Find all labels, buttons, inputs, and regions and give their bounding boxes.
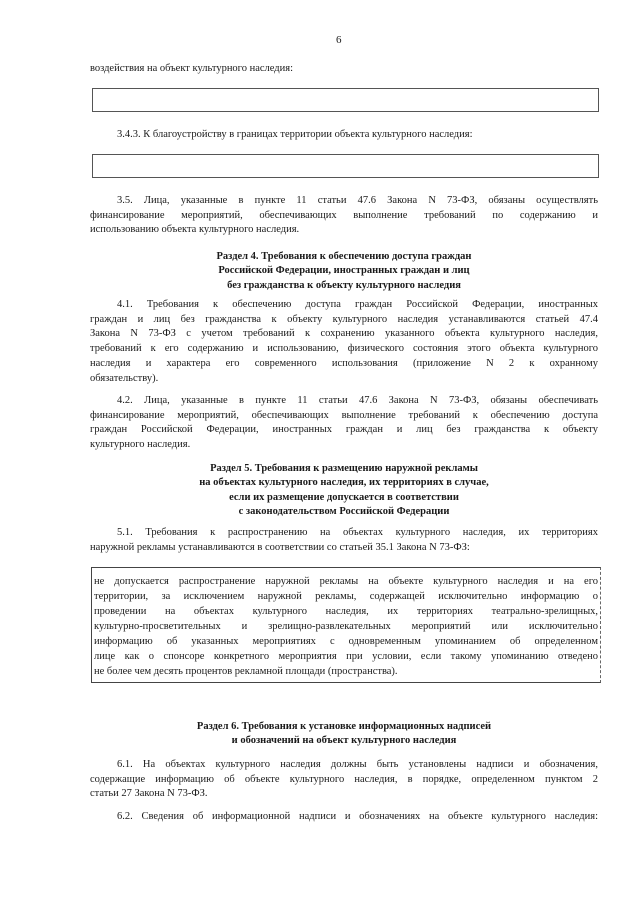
text-line: граждан Российской Федерации, иностранных граждан и лиц без гражданства к объекту <box>90 424 598 436</box>
heading-line: без гражданства к объекту культурного наследия <box>227 279 461 291</box>
paragraph-3-4-3: 3.4.3. К благоустройству в границах территории объекта культурного наследия: <box>117 129 473 140</box>
empty-field-box <box>92 154 599 178</box>
text-line: лице как о спонсоре конкретного мероприятия при условии, если такому упоминанию отведено <box>94 651 598 662</box>
text-line: использованию объекта культурного наследия. <box>90 224 300 236</box>
heading-line: если их размещение допускается в соответствии <box>229 491 459 503</box>
text-line: 3.5. Лица, указанные в пункте 11 статьи 47.6 Закона N 73-ФЗ, обязаны осуществлять <box>117 195 598 206</box>
text-line: граждан и лиц без гражданства к объекту культурного наследия устанавливаются статьей 47.4 <box>90 313 598 325</box>
heading-line: Раздел 4. Требования к обеспечению доступа граждан <box>216 251 472 262</box>
text-line: статьи 27 Закона N 73-ФЗ. <box>90 788 208 800</box>
text-line: 4.2. Лица, указанные в пункте 11 статьи 47.6 Закона N 73-ФЗ, обязаны обеспечивать <box>117 395 598 406</box>
paragraph-6-1 <box>90 758 598 802</box>
text-line: наследия и характера его современного использования (приложение N 2 к охранному <box>90 357 598 369</box>
text-line: 6.2. Сведения об информационной надписи и обозначениях на объекте культурного наследия: <box>117 811 598 822</box>
paragraph-4-1 <box>90 298 598 386</box>
paragraph-6-2 <box>90 810 598 825</box>
paragraph-4-2 <box>90 394 598 453</box>
text-line: Закона N 73-ФЗ с учетом требований к сохранению указанного объекта культурного наследия, <box>90 328 598 340</box>
empty-field-box <box>92 88 599 112</box>
text-line: наружной рекламы устанавливаются в соответствии со статьей 35.1 Закона N 73-ФЗ: <box>90 541 470 553</box>
text-line: проведении на объектах культурного наследия, их территориях театрально-зрелищных, <box>94 606 598 617</box>
text-line: 5.1. Требования к распространению на объектах культурного наследия, их территориях <box>117 527 598 538</box>
heading-line: Раздел 5. Требования к размещению наружной рекламы <box>210 463 478 474</box>
text-line: информацию об указанных мероприятиях с одновременным упоминанием об определенном <box>94 636 598 647</box>
heading-line: с законодательством Российской Федерации <box>238 505 450 517</box>
text-line: обязательству). <box>90 372 159 384</box>
text-line: культурно-просветительных и зрелищно-развлекательных мероприятий или исключительно <box>94 621 598 632</box>
text-line: требований к его содержанию и использованию, физического состояния этого объекта культурного <box>90 343 598 355</box>
text-line: 4.1. Требования к обеспечению доступа граждан Российской Федерации, иностранных <box>117 299 598 310</box>
page-number: 6 <box>336 34 342 46</box>
text-line: не допускается распространение наружной рекламы на объекте культурного наследия и на его <box>94 576 598 587</box>
text-line: культурного наследия. <box>90 439 191 451</box>
advertising-requirements-box <box>91 567 601 683</box>
text-line: финансирование мероприятий, обеспечивающих выполнение требований к обеспечению доступа <box>90 409 598 421</box>
text-line: финансирование мероприятий, обеспечивающих выполнение требований по содержанию и <box>90 209 598 221</box>
section-5-title <box>90 462 598 519</box>
section-6-title <box>90 720 598 749</box>
paragraph-3-5 <box>90 194 598 238</box>
heading-line: и обозначений на объект культурного наследия <box>231 735 457 747</box>
text-line: содержащие информацию об объекте культурного наследия, в порядке, определенном пунктом 2 <box>90 773 598 785</box>
section-4-title <box>90 250 598 293</box>
text-line: воздействия на объект культурного наследия: <box>90 63 294 74</box>
text-line: 6.1. На объектах культурного наследия должны быть установлены надписи и обозначения, <box>117 759 598 770</box>
paragraph-5-1 <box>90 526 598 555</box>
text-line: территории, за исключением наружной рекламы, содержащей исключительно информацию о <box>94 591 598 602</box>
text-line: не более чем десять процентов рекламной площади (пространства). <box>94 666 398 677</box>
heading-line: Раздел 6. Требования к установке информационных надписей <box>196 721 492 732</box>
heading-line: Российской Федерации, иностранных граждан и лиц <box>218 265 470 277</box>
heading-line: на объектах культурного наследия, их территориях в случае, <box>199 477 489 489</box>
